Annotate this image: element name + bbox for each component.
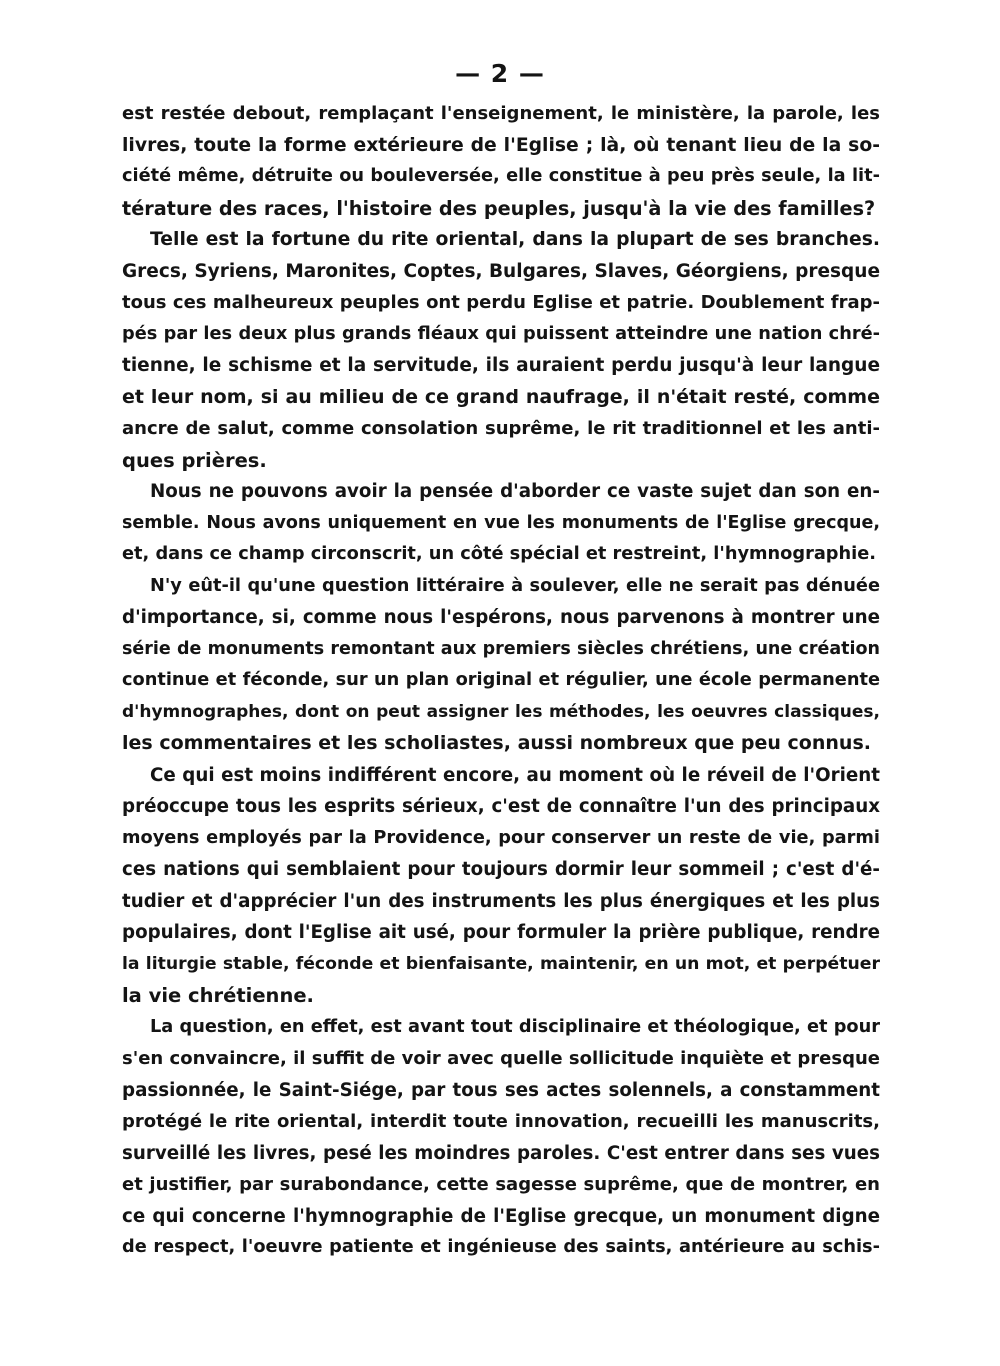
text-line: est restée debout, remplaçant l'enseignement, le ministère, la parole, les [122, 103, 880, 124]
text-line: ces nations qui semblaient pour toujours dormir leur sommeil ; c'est d'é- [122, 859, 880, 880]
text-line: térature des races, l'histoire des peuples, jusqu'à la vie des familles? [122, 196, 876, 220]
text-line: moyens employés par la Providence, pour conserver un reste de vie, parmi [122, 827, 880, 848]
body-text [122, 98, 880, 1264]
text-line: passionnée, le Saint-Siége, par tous ses actes solennels, a constamment [122, 1079, 880, 1101]
text-line: tous ces malheureux peuples ont perdu Eglise et patrie. Doublement frap- [122, 292, 880, 313]
text-line: Telle est la fortune du rite oriental, dans la plupart de ses branches. [150, 229, 880, 250]
text-line: préoccupe tous les esprits sérieux, c'est de connaître l'un des principaux [122, 796, 880, 817]
text-line: de respect, l'oeuvre patiente et ingénieuse des saints, antérieure au schis- [122, 1237, 880, 1257]
text-line: tienne, le schisme et la servitude, ils auraient perdu jusqu'à leur langue [122, 355, 880, 376]
text-line: s'en convaincre, il suffit de voir avec quelle sollicitude inquiète et presque [122, 1048, 880, 1069]
text-line: série de monuments remontant aux premiers siècles chrétiens, une création [122, 638, 880, 659]
text-line: Ce qui est moins indifférent encore, au moment où le réveil de l'Orient [150, 764, 880, 786]
text-line: ancre de salut, comme consolation suprême, le rit traditionnel et les anti- [122, 418, 880, 439]
text-line: semble. Nous avons uniquement en vue les monuments de l'Eglise grecque, [122, 512, 880, 533]
text-line: et, dans ce champ circonscrit, un côté spécial et restreint, l'hymnographie. [122, 544, 877, 564]
text-line: et leur nom, si au milieu de ce grand naufrage, il n'était resté, comme [122, 385, 880, 408]
text-line: populaires, dont l'Eglise ait usé, pour formuler la prière publique, rendre [122, 922, 880, 943]
text-line: et justifier, par surabondance, cette sagesse suprême, que de montrer, en [122, 1174, 880, 1195]
text-line: Nous ne pouvons avoir la pensée d'aborder ce vaste sujet dan son en- [150, 481, 880, 502]
text-line: ciété même, détruite ou bouleversée, elle constitue à peu près seule, la lit- [122, 166, 880, 186]
text-line: Grecs, Syriens, Maronites, Coptes, Bulgares, Slaves, Géorgiens, presque [122, 260, 880, 282]
text-line: livres, toute la forme extérieure de l'Eglise ; là, où tenant lieu de la so- [122, 134, 880, 156]
text-line: pés par les deux plus grands fléaux qui puissent atteindre une nation chré- [122, 323, 880, 344]
text-line: continue et féconde, sur un plan original et régulier, une école permanente [122, 670, 880, 690]
page-number: — 2 — [455, 59, 545, 88]
text-line: ce qui concerne l'hymnographie de l'Eglise grecque, un monument digne [122, 1205, 880, 1227]
text-line: les commentaires et les scholiastes, aussi nombreux que peu connus. [122, 732, 871, 754]
text-line: protégé le rite oriental, interdit toute innovation, recueilli les manuscrits, [122, 1111, 880, 1132]
text-line: N'y eût-il qu'une question littéraire à soulever, elle ne serait pas dénuée [150, 575, 880, 596]
text-line: ques prières. [122, 448, 267, 472]
text-line: surveillé les livres, pesé les moindres paroles. C'est entrer dans ses vues [122, 1142, 880, 1164]
text-line: tudier et d'apprécier l'un des instruments les plus énergiques et les plus [122, 890, 880, 912]
text-line: la liturgie stable, féconde et bienfaisante, maintenir, en un mot, et perpétuer [122, 953, 880, 974]
text-line: La question, en effet, est avant tout disciplinaire et théologique, et pour [150, 1016, 880, 1037]
text-line: la vie chrétienne. [122, 984, 314, 1007]
text-line: d'hymnographes, dont on peut assigner les méthodes, les oeuvres classiques, [122, 701, 880, 722]
text-line: d'importance, si, comme nous l'espérons, nous parvenons à montrer une [122, 607, 880, 628]
